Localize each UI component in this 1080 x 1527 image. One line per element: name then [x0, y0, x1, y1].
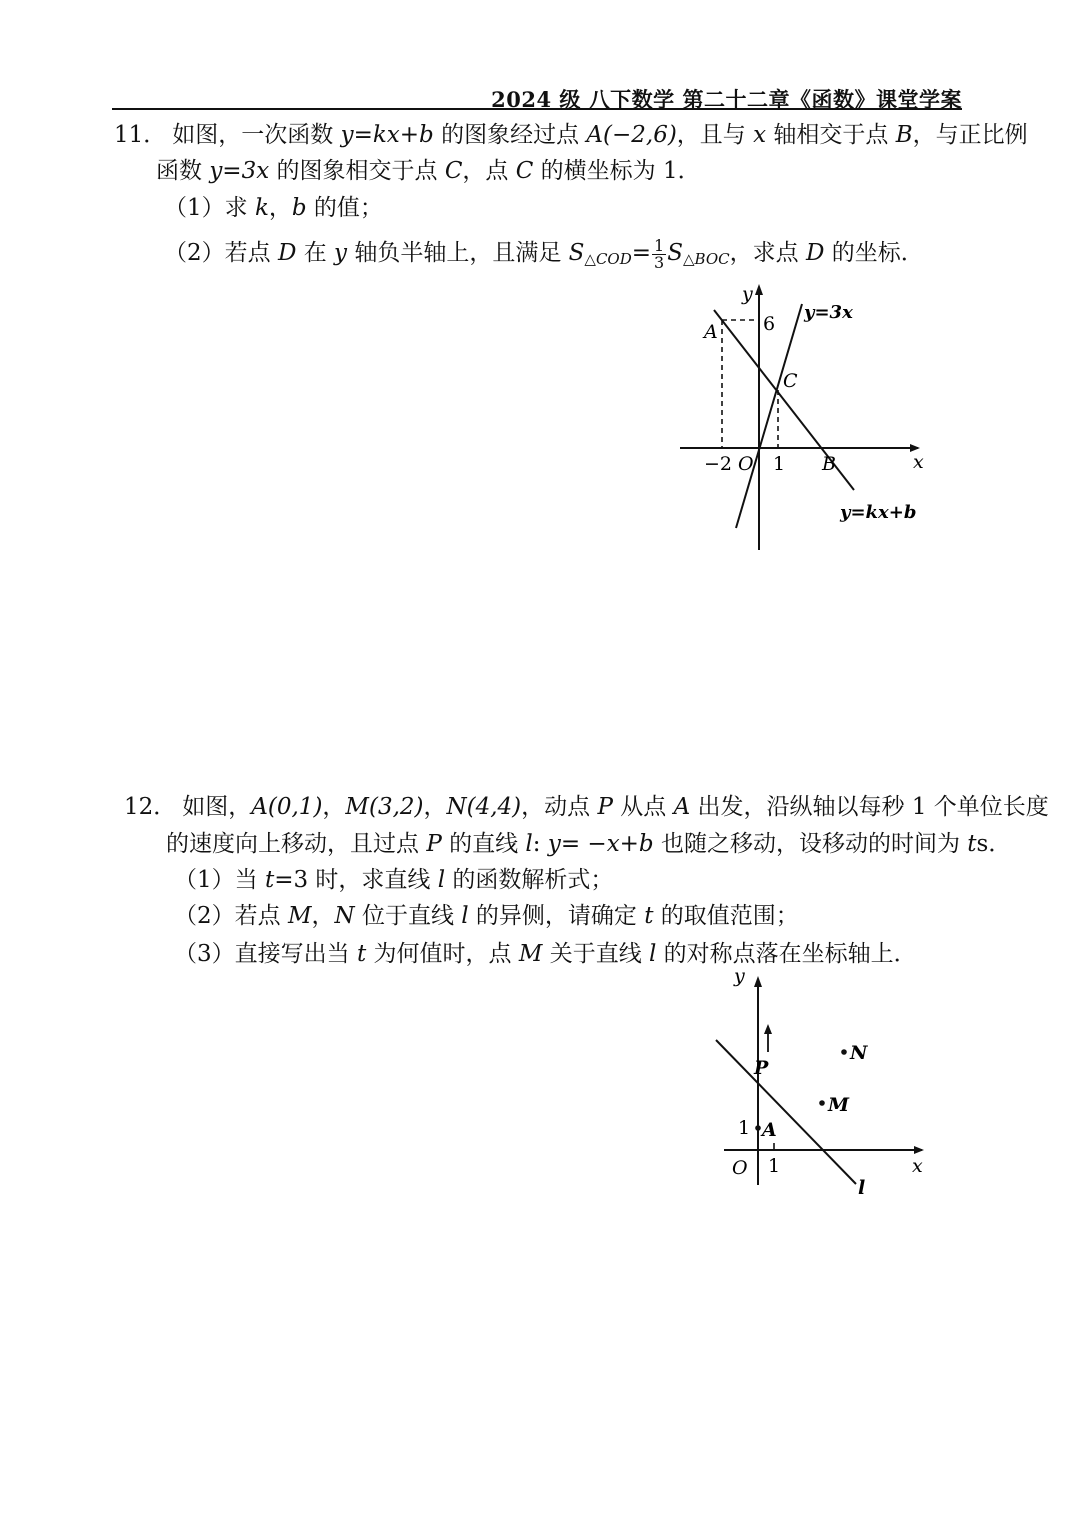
page-header: 2024 级 八下数学 第二十二章《函数》课堂学案	[491, 87, 962, 112]
q12-text: ，	[322, 794, 346, 820]
q11-text: 轴负半轴上，且满足	[347, 240, 569, 266]
q12-label-n: N	[850, 1042, 868, 1064]
q12-point-m-dot	[819, 1100, 825, 1106]
q12-label-1-y: 1	[738, 1117, 751, 1139]
q11-var: D	[805, 240, 825, 266]
q11-text: ，求点	[729, 240, 806, 266]
q11-var: D	[277, 240, 297, 266]
q12-text: 的函数解析式；	[445, 867, 614, 893]
q11-text: 若点	[224, 240, 278, 266]
q11-text: ，与正比例	[912, 122, 1028, 148]
q12-line-2	[166, 825, 1011, 858]
q11-graph	[670, 280, 940, 560]
q11-text: 函数	[156, 158, 210, 184]
q12-text: ，	[423, 794, 447, 820]
q12-text: =3 时，求直线	[274, 867, 438, 893]
q11-equation: y=kx+b	[340, 122, 434, 148]
q12-var: t	[967, 831, 977, 857]
fraction-denominator: 3	[654, 252, 665, 272]
q12-label-p: P	[754, 1057, 769, 1079]
q12-text: 位于直线	[354, 903, 462, 929]
q12-var: t	[356, 941, 367, 967]
q11-text: 的图象经过点	[433, 122, 587, 148]
q11-text: ，点	[462, 158, 516, 184]
q12-var: M	[287, 903, 312, 929]
q11-text: 的坐标．	[824, 240, 924, 266]
q12-part-2	[174, 897, 799, 930]
q12-var: P	[426, 831, 442, 857]
q11-area-subscript: △COD	[584, 250, 632, 268]
q12-text: 的直线	[441, 831, 526, 857]
q11-var: C	[444, 158, 463, 184]
q11-text: 的横坐标为 1．	[533, 158, 701, 184]
q11-label-y: y	[742, 283, 753, 305]
q11-label-neg2: −2	[704, 453, 733, 475]
q11-line-2	[156, 152, 701, 185]
q11-text: 求	[224, 195, 255, 221]
q12-text: s．	[976, 831, 1012, 857]
q12-point-n: N(4,4)	[446, 794, 522, 820]
q11-var: b	[291, 195, 307, 221]
q11-area-symbol: S	[667, 240, 683, 266]
q12-text: 从点	[612, 794, 674, 820]
q12-point-a-dot	[755, 1125, 761, 1131]
q12-part-1	[174, 861, 613, 894]
q11-text: 的值；	[306, 195, 383, 221]
q12-point-m: M(3,2)	[345, 794, 424, 820]
q12-up-arrow-icon	[764, 1024, 772, 1034]
q12-text: 出发，沿纵轴以每秒 1 个单位长度	[690, 794, 1049, 820]
q11-fraction	[652, 235, 666, 272]
q11-area-subscript: △BOC	[683, 250, 730, 268]
fraction-numerator: 1	[654, 235, 665, 255]
q12-var: l	[525, 831, 533, 857]
q11-label-c: C	[783, 370, 798, 392]
q11-part-2	[164, 234, 924, 271]
q11-var: x	[753, 122, 767, 148]
q12-line-1	[124, 788, 1049, 821]
header-rule	[112, 108, 962, 110]
q12-text: 直接写出当	[234, 941, 357, 967]
q12-label-y: y	[734, 965, 745, 987]
q11-part-1	[164, 189, 383, 222]
q11-var: B	[895, 122, 913, 148]
q12-text: 也随之移动，设移动的时间为	[653, 831, 968, 857]
q11-line-1	[114, 116, 1028, 149]
q11-part-label: （1）	[164, 195, 225, 221]
q12-text: 的异侧，请确定	[468, 903, 645, 929]
q11-y-arrow-icon	[755, 284, 763, 295]
q12-label-l: l	[858, 1177, 866, 1199]
q12-var: l	[461, 903, 469, 929]
q11-text: 在	[296, 240, 335, 266]
q11-equals: =	[631, 240, 652, 266]
q11-label-o: O	[738, 453, 754, 475]
q12-text: :	[532, 831, 548, 857]
q12-var: M	[518, 941, 543, 967]
q12-y-arrow-icon	[754, 976, 762, 987]
q12-var: l	[649, 941, 657, 967]
q12-text: 当	[234, 867, 265, 893]
q12-var: l	[437, 867, 446, 893]
q12-text: 如图，	[182, 794, 252, 820]
q11-number: 11．	[114, 122, 167, 148]
q11-text: ，	[268, 195, 292, 221]
q11-equation: y=3x	[209, 158, 270, 184]
q12-equation: y= −x+b	[547, 831, 654, 857]
q12-text: 关于直线	[542, 941, 650, 967]
q12-label-a: A	[762, 1119, 777, 1141]
q12-number: 12．	[124, 794, 177, 820]
q12-part-label: （1）	[174, 867, 235, 893]
q12-point-n-dot	[841, 1049, 847, 1055]
q12-text: 的对称点落在坐标轴上．	[656, 941, 917, 967]
q12-var: t	[644, 903, 654, 929]
q11-label-b: B	[822, 453, 836, 475]
q12-var: P	[597, 794, 613, 820]
q12-graph	[710, 960, 940, 1200]
q12-point-a: A(0,1)	[251, 794, 323, 820]
q12-label-1-x: 1	[768, 1155, 781, 1177]
q12-label-m: M	[828, 1094, 850, 1116]
q12-x-arrow-icon	[914, 1146, 924, 1154]
q12-text: 的取值范围；	[653, 903, 799, 929]
q12-text: ，动点	[521, 794, 598, 820]
q11-var: C	[515, 158, 534, 184]
q12-var: A	[673, 794, 691, 820]
q11-label-ykxb: y=kx+b	[840, 502, 917, 523]
q11-text: 轴相交于点	[766, 122, 896, 148]
q11-point-a: A(−2,6)	[586, 122, 677, 148]
q11-label-6: 6	[763, 313, 776, 335]
q11-label-y3x: y=3x	[804, 302, 853, 323]
q12-part-label: （3）	[174, 941, 235, 967]
q11-line-y3x	[736, 304, 802, 528]
q11-label-1: 1	[773, 453, 786, 475]
q12-var: N	[334, 903, 355, 929]
q12-label-o: O	[732, 1157, 748, 1179]
q12-var: t	[264, 867, 275, 893]
q12-text: 若点	[234, 903, 288, 929]
q11-var: y	[334, 240, 348, 266]
q11-area-symbol: S	[568, 240, 585, 266]
q12-text: ，	[311, 903, 335, 929]
q11-label-x: x	[913, 451, 924, 473]
q12-part-label: （2）	[174, 903, 235, 929]
q11-text: 如图，一次函数	[172, 122, 341, 148]
q11-var: k	[254, 195, 269, 221]
q11-text: ，且与	[676, 122, 754, 148]
q11-part-label: （2）	[164, 240, 225, 266]
q12-text: 为何值时，点	[366, 941, 519, 967]
q12-label-x: x	[912, 1155, 923, 1177]
q11-label-a: A	[704, 321, 718, 343]
q12-text: 的速度向上移动，且过点	[166, 831, 427, 857]
q11-text: 的图象相交于点	[269, 158, 445, 184]
